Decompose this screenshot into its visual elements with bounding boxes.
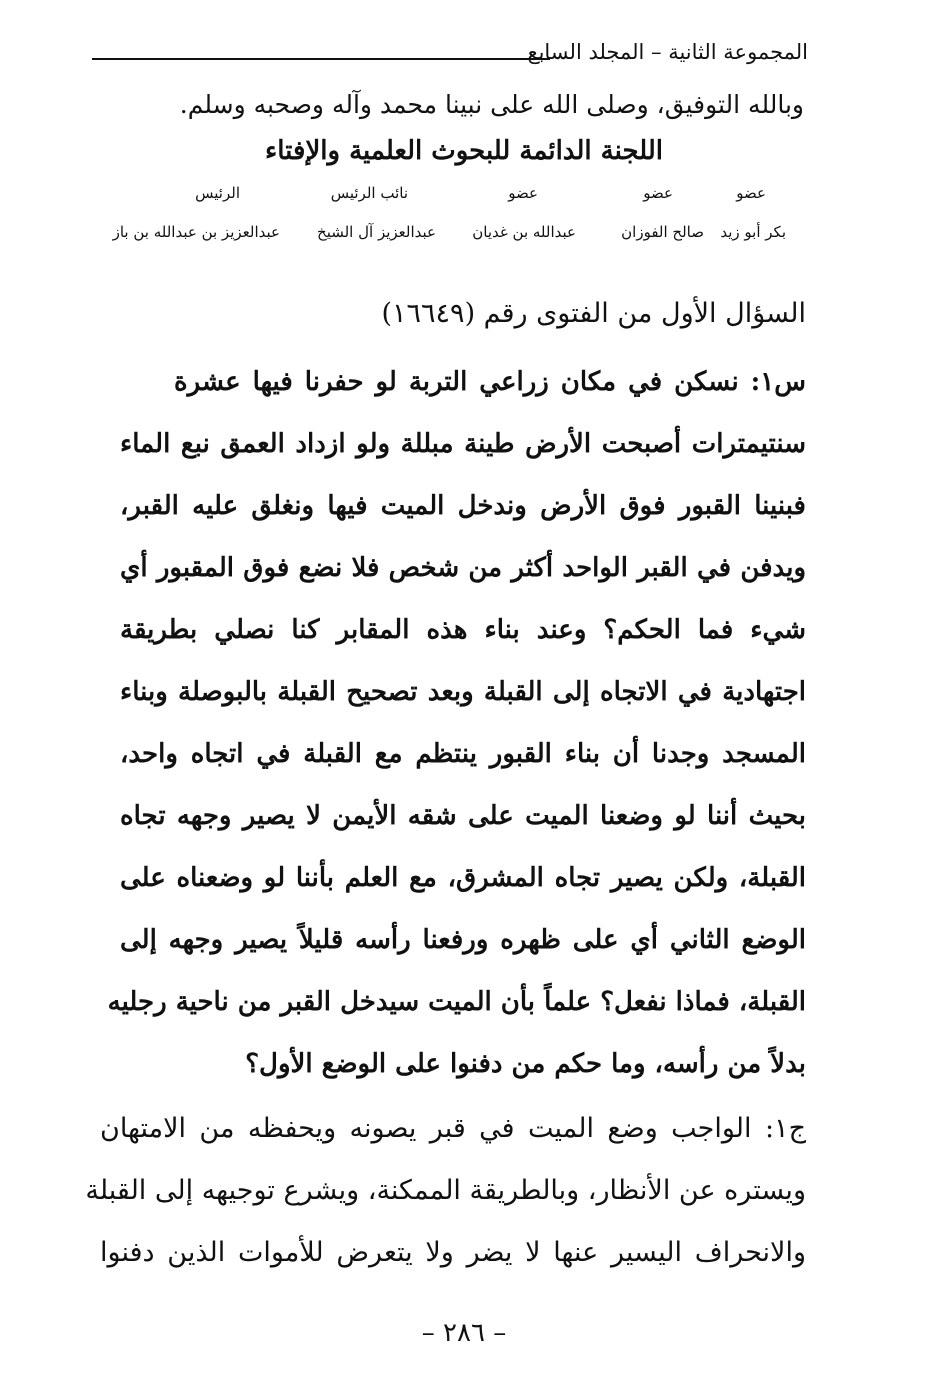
question-line: اجتهادية في الاتجاه إلى القبلة وبعد تصحيح القبلة بالبوصلة وبناء — [120, 677, 806, 707]
signatory-role: نائب الرئيس — [330, 184, 408, 202]
question-line: فبنينا القبور فوق الأرض وندخل الميت فيها ونغلق عليه القبر، — [120, 491, 806, 521]
question-line: بحيث أننا لو وضعنا الميت على شقه الأيمن لا يصير وجهه تجاه — [120, 801, 806, 831]
question-line: شيء فما الحكم؟ وعند بناء هذه المقابر كنا نصلي بطريقة — [120, 615, 806, 645]
question-line: سنتيمترات أصبحت الأرض طينة مبللة ولو ازداد العمق نبع الماء — [120, 429, 806, 459]
signatory-role: عضو — [643, 184, 673, 202]
signatory-name: عبدالله بن غديان — [472, 223, 576, 241]
question-heading: السؤال الأول من الفتوى رقم (١٦٦٤٩) — [381, 298, 806, 329]
answer-line: ج١: الواجب وضع الميت في قبر يصونه ويحفظه من الامتهان — [100, 1113, 806, 1144]
question-line: الوضع الثاني أي على ظهره ورفعنا رأسه قليلاً يصير وجهه إلى — [120, 925, 806, 955]
question-line: المسجد وجدنا أن بناء القبور ينتظم مع القبلة في اتجاه واحد، — [120, 739, 806, 769]
question-line: القبلة، فماذا نفعل؟ علماً بأن الميت سيدخل القبر من ناحية رجليه — [107, 987, 806, 1017]
page-number: – ٢٨٦ – — [421, 1318, 507, 1348]
signatory-role: الرئيس — [195, 184, 240, 202]
signatory-name: عبدالعزيز بن عبدالله بن باز — [112, 223, 280, 241]
answer-line: ويستره عن الأنظار، وبالطريقة الممكنة، ويشرع توجيهه إلى القبلة — [85, 1175, 806, 1206]
signatory-role: عضو — [736, 184, 766, 202]
header-rule — [92, 58, 550, 60]
question-line: القبلة، ولكن يصير تجاه المشرق، مع العلم بأننا لو وضعناه على — [120, 863, 806, 893]
signatory-name: بكر أبو زيد — [720, 223, 786, 241]
closing-formula: وبالله التوفيق، وصلى الله على نبينا محمد وآله وصحبه وسلم. — [179, 90, 804, 119]
signatory-name: صالح الفوزان — [621, 223, 704, 241]
question-line: س١: نسكن في مكان زراعي التربة لو حفرنا فيها عشرة — [174, 367, 806, 397]
question-line: ويدفن في القبر الواحد أكثر من شخص فلا نضع فوق المقبور أي — [120, 553, 806, 583]
running-title: المجموعة الثانية – المجلد السابع — [527, 40, 808, 64]
committee-name: اللجنة الدائمة للبحوث العلمية والإفتاء — [265, 136, 663, 166]
question-line: بدلاً من رأسه، وما حكم من دفنوا على الوضع الأول؟ — [245, 1049, 806, 1079]
signatory-role: عضو — [508, 184, 538, 202]
answer-line: والانحراف اليسير عنها لا يضر ولا يتعرض للأموات الذين دفنوا — [100, 1237, 806, 1268]
signatory-name: عبدالعزيز آل الشيخ — [317, 223, 436, 241]
